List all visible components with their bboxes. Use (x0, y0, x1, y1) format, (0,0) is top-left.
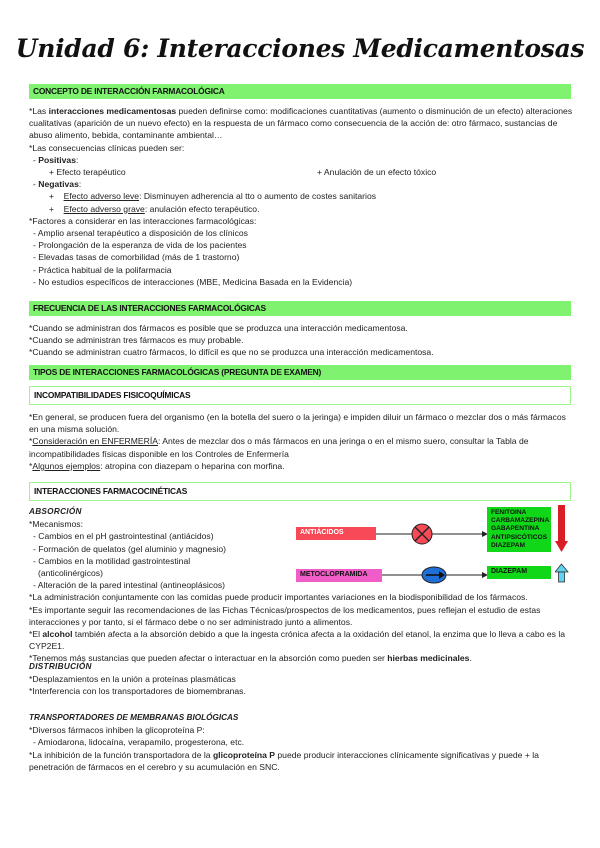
positive-items: + Efecto terapéutico + Anulación de un efecto tóxico (49, 167, 437, 178)
transporters-line-3: *La inhibición de la función transportadora de la glicoproteína P puede producir interacciones clínicamente significativas y puede + la penetración de fármacos en el cerebro y su acumulación en SNC. (29, 749, 539, 772)
negative-label-line: - Negativas: (33, 179, 82, 190)
mechanism-item: - Alteración de la pared intestinal (antineoplásicos) (33, 580, 226, 591)
factor-item: - Práctica habitual de la polifarmacia (33, 264, 172, 275)
frequency-line: *Cuando se administran tres fármacos es muy probable. (29, 335, 244, 346)
factor-item: - Elevadas tasas de comorbilidad (más de 1 trastorno) (33, 252, 240, 263)
consequences-intro: *Las consecuencias clínicas pueden ser: (29, 142, 185, 153)
concept-block (29, 105, 574, 288)
acceleration-arrow (382, 562, 488, 588)
concept-definition: *Las interacciones medicamentosas pueden definirse como: modificaciones cuantitativas (aumento o disminución de un efecto) alteraciones cualitativas (aparición de un nuevo efecto) en la respuesta de un fármaco como consecuencia de la acción de: otro fármaco, sustancias de abuso alimento, bebida, contaminante ambiental… (29, 106, 573, 141)
frequency-block (29, 322, 574, 359)
physicochemical-block (29, 411, 574, 472)
subheading-physicochemical: INCOMPATIBILIDADES FISICOQUÍMICAS (29, 386, 571, 405)
absorption-title: ABSORCIÓN (29, 507, 82, 516)
absorption-p2: *Es importante seguir las recomendaciones de las Fichas Técnicas/prospectos de los medicamentos, pues reflejan el estudio de estas interacciones y por tanto, si el fármaco debe o no ser administrado junto a alimentos. (29, 604, 541, 627)
physicochemical-p1: *En general, se producen fuera del organismo (en la botella del suero o la jeringa) e impiden diluir un fármaco o mezclar dos o más fármacos en una misma solución. (29, 412, 566, 435)
affected-drugs-box: FENITOINA CARBAMAZEPINA GABAPENTINA ANTIPSICÓTICOS DIAZEPAM (487, 507, 551, 552)
mechanisms-intro: *Mecanismos: (29, 519, 83, 530)
distribution-title: DISTRIBUCIÓN (29, 662, 92, 671)
bold-term: interacciones medicamentosas (48, 106, 177, 116)
negative-item-2: + Efecto adverso grave: anulación efecto terapéutico. (49, 203, 260, 214)
transporters-line-1: *Diversos fármacos inhiben la glicoproteína P: (29, 725, 205, 736)
physicochemical-p3: *Algunos ejemplos: atropina con diazepam o heparina con morfina. (29, 460, 285, 471)
absorption-p1: *La administración conjuntamente con las comidas puede producir importantes variaciones en la biodisponibilidad de los fármacos. (29, 592, 528, 603)
frequency-line: *Cuando se administran cuatro fármacos, lo difícil es que no se produzca una interacción medicamentosa. (29, 347, 434, 358)
distribution-item: *Interferencia con los transportadores de biomembranas. (29, 686, 246, 697)
positive-label-line: - Positivas: (33, 154, 79, 165)
distribution-block (29, 661, 574, 698)
absorption-p4: *Tenemos más sustancias que pueden afectar o interactuar en la absorción como pueden ser hierbas medicinales. (29, 653, 472, 664)
section-heading-concept: CONCEPTO DE INTERACCIÓN FARMACOLÓGICA (29, 84, 571, 99)
mechanism-item: - Cambios en la motilidad gastrointestinal (33, 555, 191, 566)
absorption-p3: *El alcohol también afecta a la absorción debido a que la ingesta crónica afecta a la oxidación del etanol, la enzima que lo lleva a cabo es la CYP2E1. (29, 629, 566, 652)
subheading-pharmacokinetic: INTERACCIONES FARMACOCINÉTICAS (29, 482, 571, 501)
negative-item-1: + Efecto adverso leve: Disminuyen adherencia al tto o aumento de costes sanitarios (49, 191, 377, 202)
diazepam-box: DIAZEPAM (487, 566, 551, 579)
page-title: Unidad 6: Interacciones Medicamentosas (15, 34, 585, 63)
mechanism-item: (anticolinérgicos) (38, 568, 103, 579)
antacid-box: ANTIÁCIDOS (296, 527, 376, 540)
physicochemical-p2: *Consideración en ENFERMERÍA: Antes de mezclar dos o más fármacos en una jeringa o en el mismo suero, consultar la Tabla de incompatibilidades físicas disponible en los Controles de Enfermería (29, 436, 529, 459)
transporters-block (29, 712, 574, 773)
transporters-line-2: - Amiodarona, lidocaína, verapamilo, progesterona, etc. (33, 737, 245, 748)
inhibition-arrow-1 (376, 516, 488, 552)
factors-intro: *Factores a considerar en las interacciones farmacológicas: (29, 215, 257, 226)
factor-item: - Prolongación de la esperanza de vida de los pacientes (33, 240, 247, 251)
metoclopramide-box: METOCLOPRAMIDA (296, 569, 382, 582)
section-heading-frequency: FRECUENCIA DE LAS INTERACCIONES FARMACOLÓGICAS (29, 301, 571, 316)
factor-item: - No estudios específicos de interacciones (MBE, Medicina Basada en la Evidencia) (33, 276, 353, 287)
mechanism-item: - Formación de quelatos (gel aluminio y magnesio) (33, 543, 226, 554)
frequency-line: *Cuando se administran dos fármacos es posible que se produzca una interacción medicamentosa. (29, 323, 408, 333)
mechanism-item: - Cambios en el pH gastrointestinal (antiácidos) (33, 531, 214, 542)
factor-item: - Amplio arsenal terapéutico a disposición de los clínicos (33, 228, 248, 239)
distribution-item: *Desplazamientos en la unión a proteínas plasmáticas (29, 674, 236, 685)
increase-arrow-icon (555, 563, 569, 583)
decrease-arrow-icon (555, 503, 569, 553)
transporters-title: TRANSPORTADORES DE MEMBRANAS BIOLÓGICAS (29, 713, 239, 722)
section-heading-types: TIPOS DE INTERACCIONES FARMACOLÓGICAS (PREGUNTA DE EXAMEN) (29, 365, 571, 380)
